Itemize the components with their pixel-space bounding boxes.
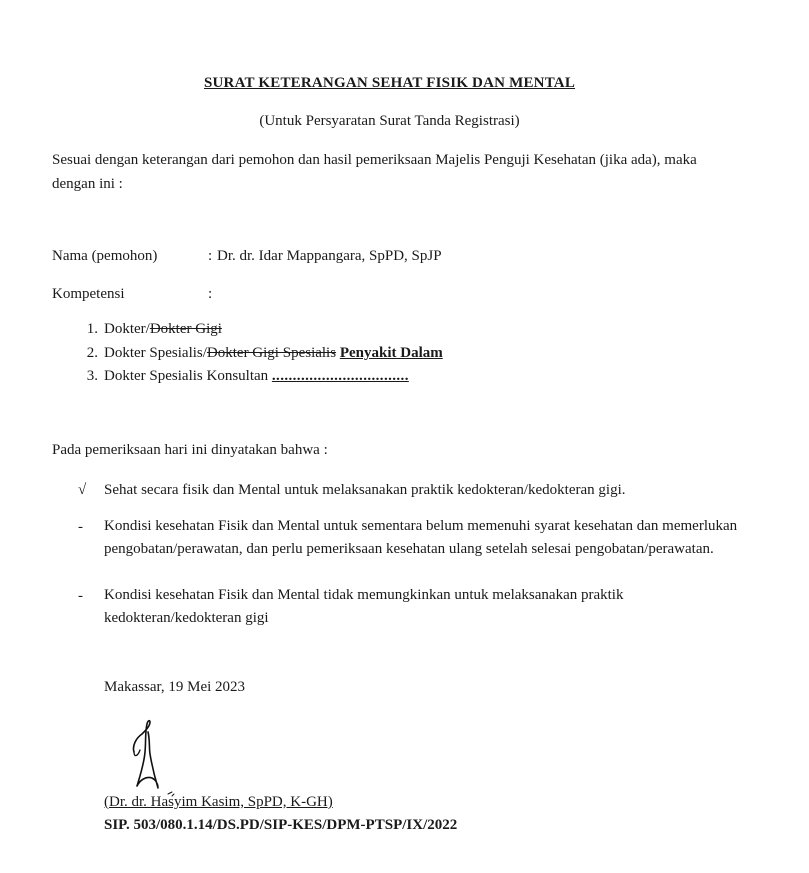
sip-number: SIP. 503/080.1.14/DS.PD/SIP-KES/DPM-PTSP/IX/2022 [104,817,458,833]
dash-mark: - [78,588,83,604]
competency-text: Dokter Spesialis/ [104,345,207,361]
name-colon: : [208,248,213,264]
finding-text: Sehat secara fisik dan Mental untuk melaksanakan praktik kedokteran/kedokteran gigi. [104,482,626,498]
competency-struck-text: Dokter Gigi Spesialis [206,345,337,361]
competency-number: 3. [86,368,98,384]
finding-text: Kondisi kesehatan Fisik dan Mental untuk sementara belum memenuhi syarat kesehatan dan memerlukan pengobatan/perawatan, dan perlu pemeriksaan kesehatan ulang setelah selesai pengobatan/perawatan. [104,518,738,557]
place-date: Makassar, 19 Mei 2023 [104,679,246,695]
specialty-value: Penyakit Dalam [339,345,443,361]
consultant-blank: ................................. [271,368,409,384]
competency-number: 2. [86,345,98,361]
competency-item [104,320,222,338]
competency-text: Dokter/ [104,321,150,337]
competency-item [104,344,443,362]
signer-name: (Dr. dr. Hasyim Kasim, SpPD, K-GH) [104,794,333,810]
intro-paragraph: Sesuai dengan keterangan dari pemohon dan hasil pemeriksaan Majelis Penguji Kesehatan (jika ada), maka dengan ini : [52,152,697,192]
dash-mark: - [78,519,83,535]
name-value: Dr. dr. Idar Mappangara, SpPD, SpJP [217,248,442,264]
competency-struck-text: Dokter Gigi [149,321,222,337]
document-title: SURAT KETERANGAN SEHAT FISIK DAN MENTAL [203,75,576,91]
competency-label: Kompetensi [52,286,125,302]
competency-text: Dokter Spesialis Konsultan [104,368,272,384]
signature-image [128,718,188,798]
check-mark: √ [78,482,87,498]
competency-number: 1. [86,321,98,337]
document-subtitle: (Untuk Persyaratan Surat Tanda Registrasi) [259,113,520,129]
competency-item [104,367,409,385]
competency-colon: : [208,286,213,302]
name-label: Nama (pemohon) [52,248,158,264]
finding-text: Kondisi kesehatan Fisik dan Mental tidak memungkinkan untuk melaksanakan praktik kedokteran/kedokteran gigi [104,587,624,626]
exam-intro: Pada pemeriksaan hari ini dinyatakan bahwa : [52,442,328,458]
